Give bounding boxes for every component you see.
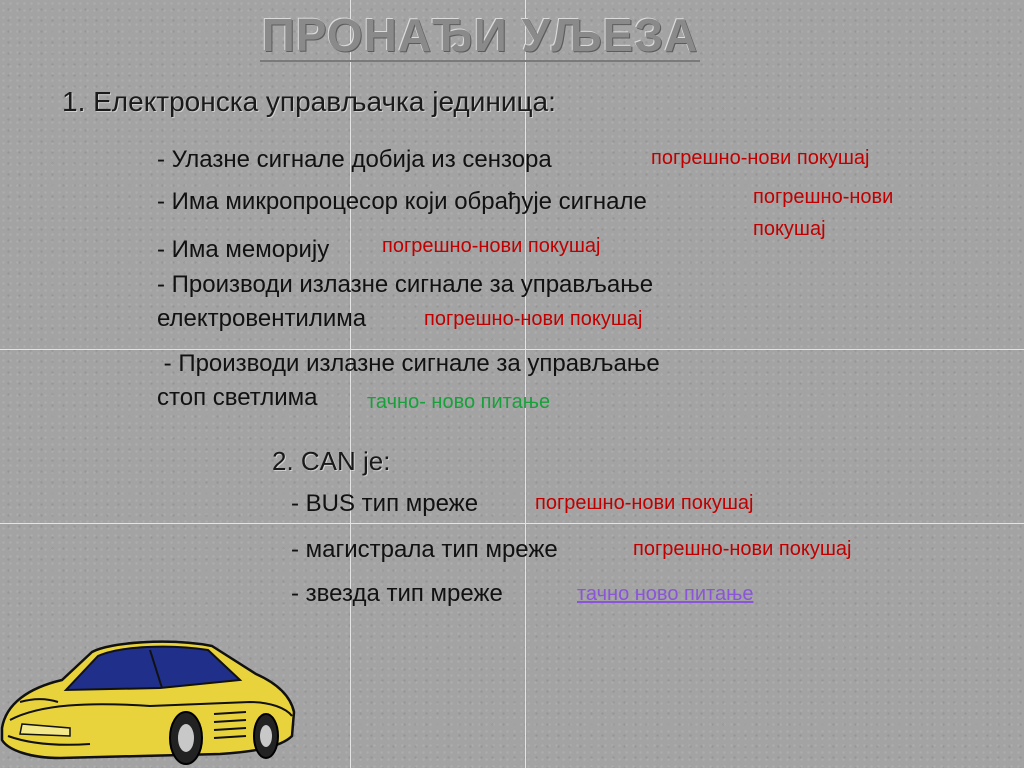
feedback-wrong-link[interactable]: погрешно-нови покушај [382,235,601,257]
feedback-correct-link[interactable]: тачно ново питање [577,583,754,605]
answer-1-2: - Има микропроцесор који обрађује сигнале [157,188,647,215]
slide-title: ПРОНАЂИ УЉЕЗА [261,9,699,61]
answer-2-2: - магистрала тип мреже [291,536,558,563]
answer-1-4: електровентилима [157,305,367,332]
car-clipart-icon [0,632,300,768]
answer-1-3: - Има меморију [157,236,330,263]
answer-1-5: - Производи излазне сигнале за управљање [157,350,660,377]
feedback-wrong-link[interactable]: погрешно-нови покушај [633,538,852,560]
answer-1-5: стоп светлима [157,384,318,411]
feedback-wrong-link[interactable]: погрешно-нови покушај [535,492,754,514]
question-1-heading: 1. Електронска управљачка јединица: [62,86,556,117]
question-2-heading: 2. CAN је: [272,446,391,476]
feedback-wrong-link[interactable]: погрешно-нови покушај [651,147,870,169]
feedback-wrong-link[interactable]: погрешно-нови покушај [424,308,643,330]
answer-2-3: - звезда тип мреже [291,580,503,607]
answer-1-4: - Производи излазне сигнале за управљање [157,271,654,298]
answer-2-1: - BUS тип мреже [291,490,479,517]
feedback-correct-link[interactable]: тачно- ново питање [367,391,551,413]
feedback-wrong-link[interactable]: покушај [753,218,826,240]
feedback-wrong-link[interactable]: погрешно-нови [753,186,894,208]
answer-1-1: - Улазне сигнале добија из сензора [157,146,552,173]
grid-line [0,523,1024,524]
